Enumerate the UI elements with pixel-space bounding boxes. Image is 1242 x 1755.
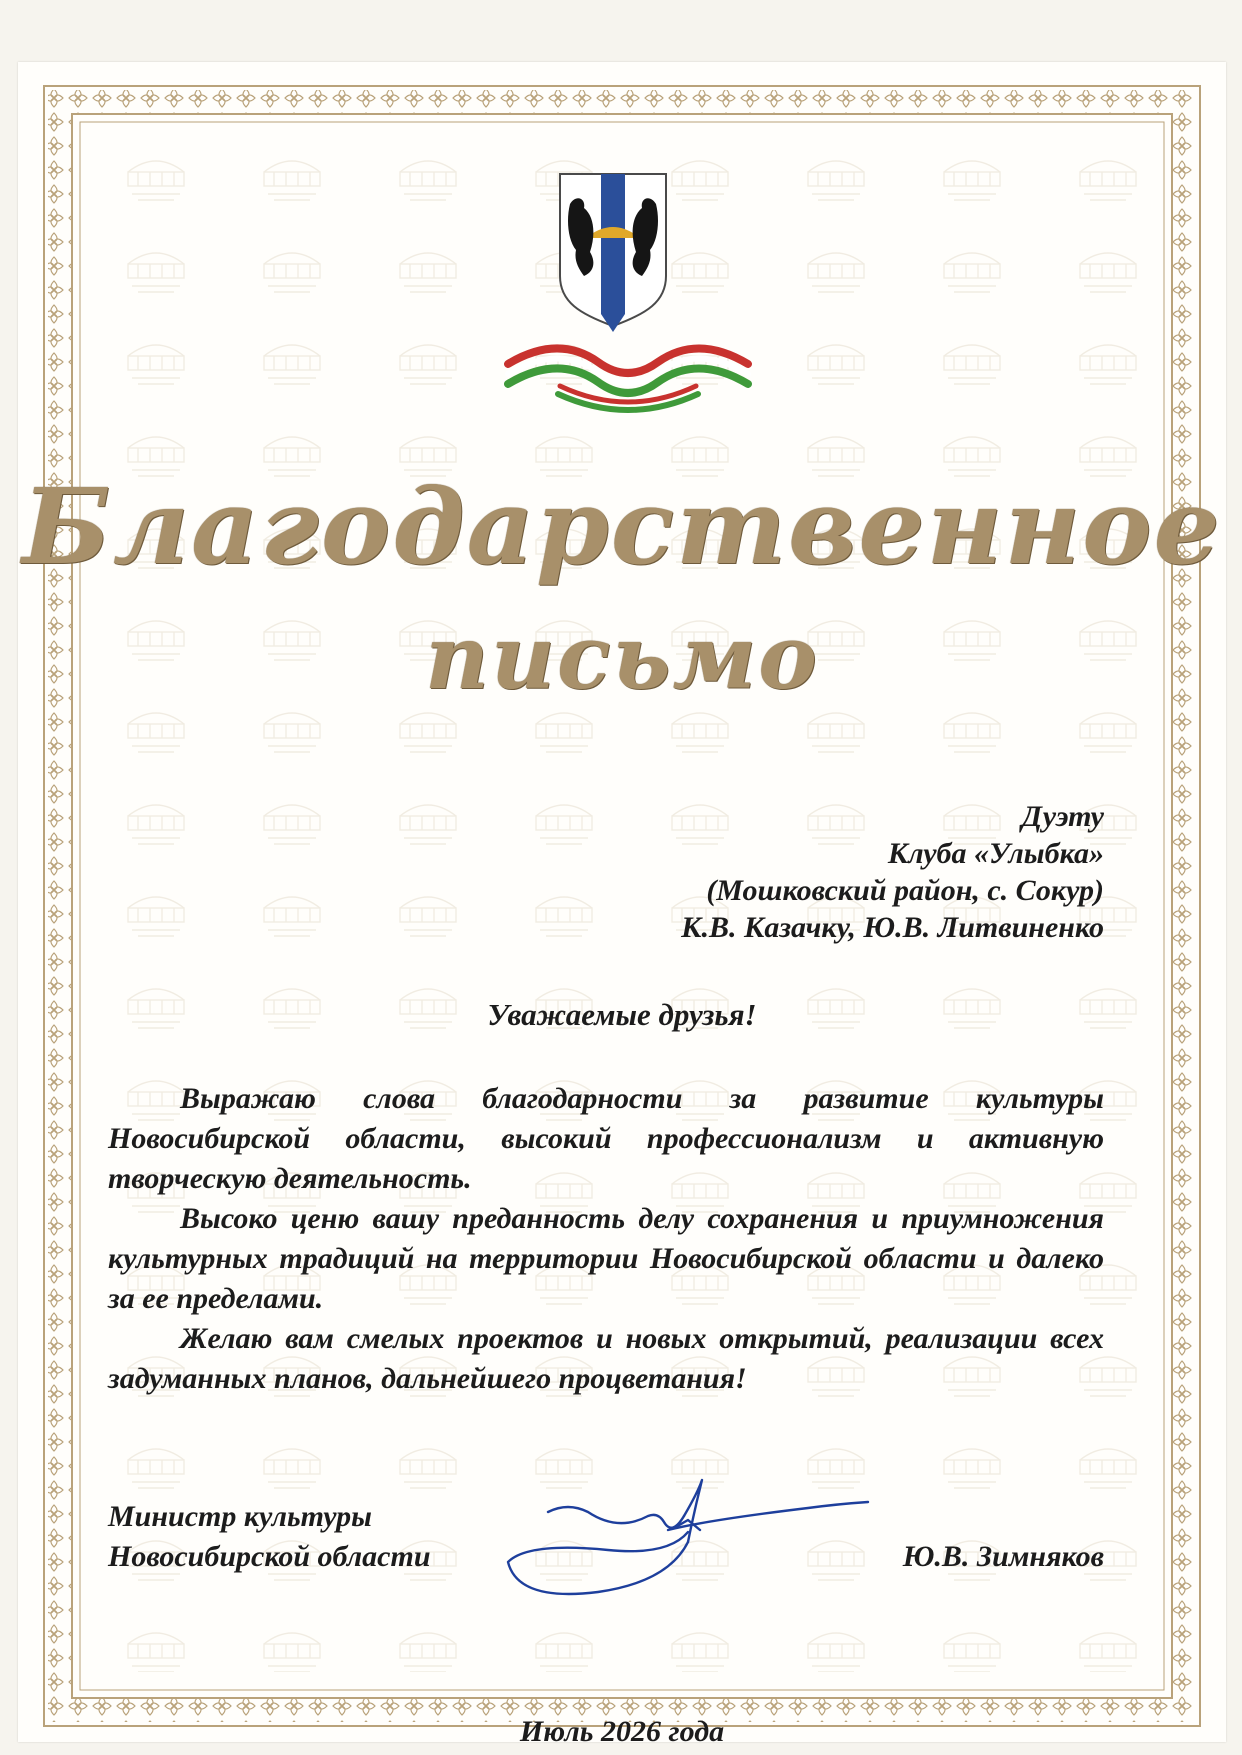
addressee-block (404, 798, 1104, 946)
signatory-position (108, 1497, 431, 1577)
letter-body (108, 1079, 1104, 1399)
signatory-position-line-1: Министр культуры (108, 1500, 372, 1533)
signatory-position-line-2: Новосибирской области (108, 1540, 431, 1573)
greeting: Уважаемые друзья! (487, 997, 757, 1032)
body-paragraph-1: Выражаю слова благодарности за развитие культуры Новосибирской области, высокий профессионализм и активную творческую деятельность. (108, 1082, 1104, 1195)
certificate-title-line-2: письмо (425, 605, 819, 709)
addressee-line-2: Клуба «Улыбка» (887, 837, 1104, 870)
addressee-line-1: Дуэту (1021, 800, 1104, 833)
issue-date: Июль 2026 года (519, 1715, 725, 1748)
addressee-line-4: К.В. Казачку, Ю.В. Литвиненко (681, 911, 1104, 944)
body-paragraph-3: Желаю вам смелых проектов и новых открытий, реализации всех задуманных планов, дальнейшего процветания! (108, 1322, 1104, 1395)
body-paragraph-2: Высоко ценю вашу преданность делу сохранения и приумножения культурных традиций на территории Новосибирской области и далеко за ее пределами. (108, 1202, 1104, 1315)
handwritten-signature (488, 1472, 888, 1612)
certificate-sheet (18, 62, 1226, 1748)
signatory-name: Ю.В. Зимняков (902, 1540, 1104, 1573)
certificate-title-line-1: Благодарственное (22, 465, 1222, 588)
addressee-line-3: (Мошковский район, с. Сокур) (706, 874, 1104, 907)
novosibirsk-coat-of-arms-icon (498, 164, 758, 434)
